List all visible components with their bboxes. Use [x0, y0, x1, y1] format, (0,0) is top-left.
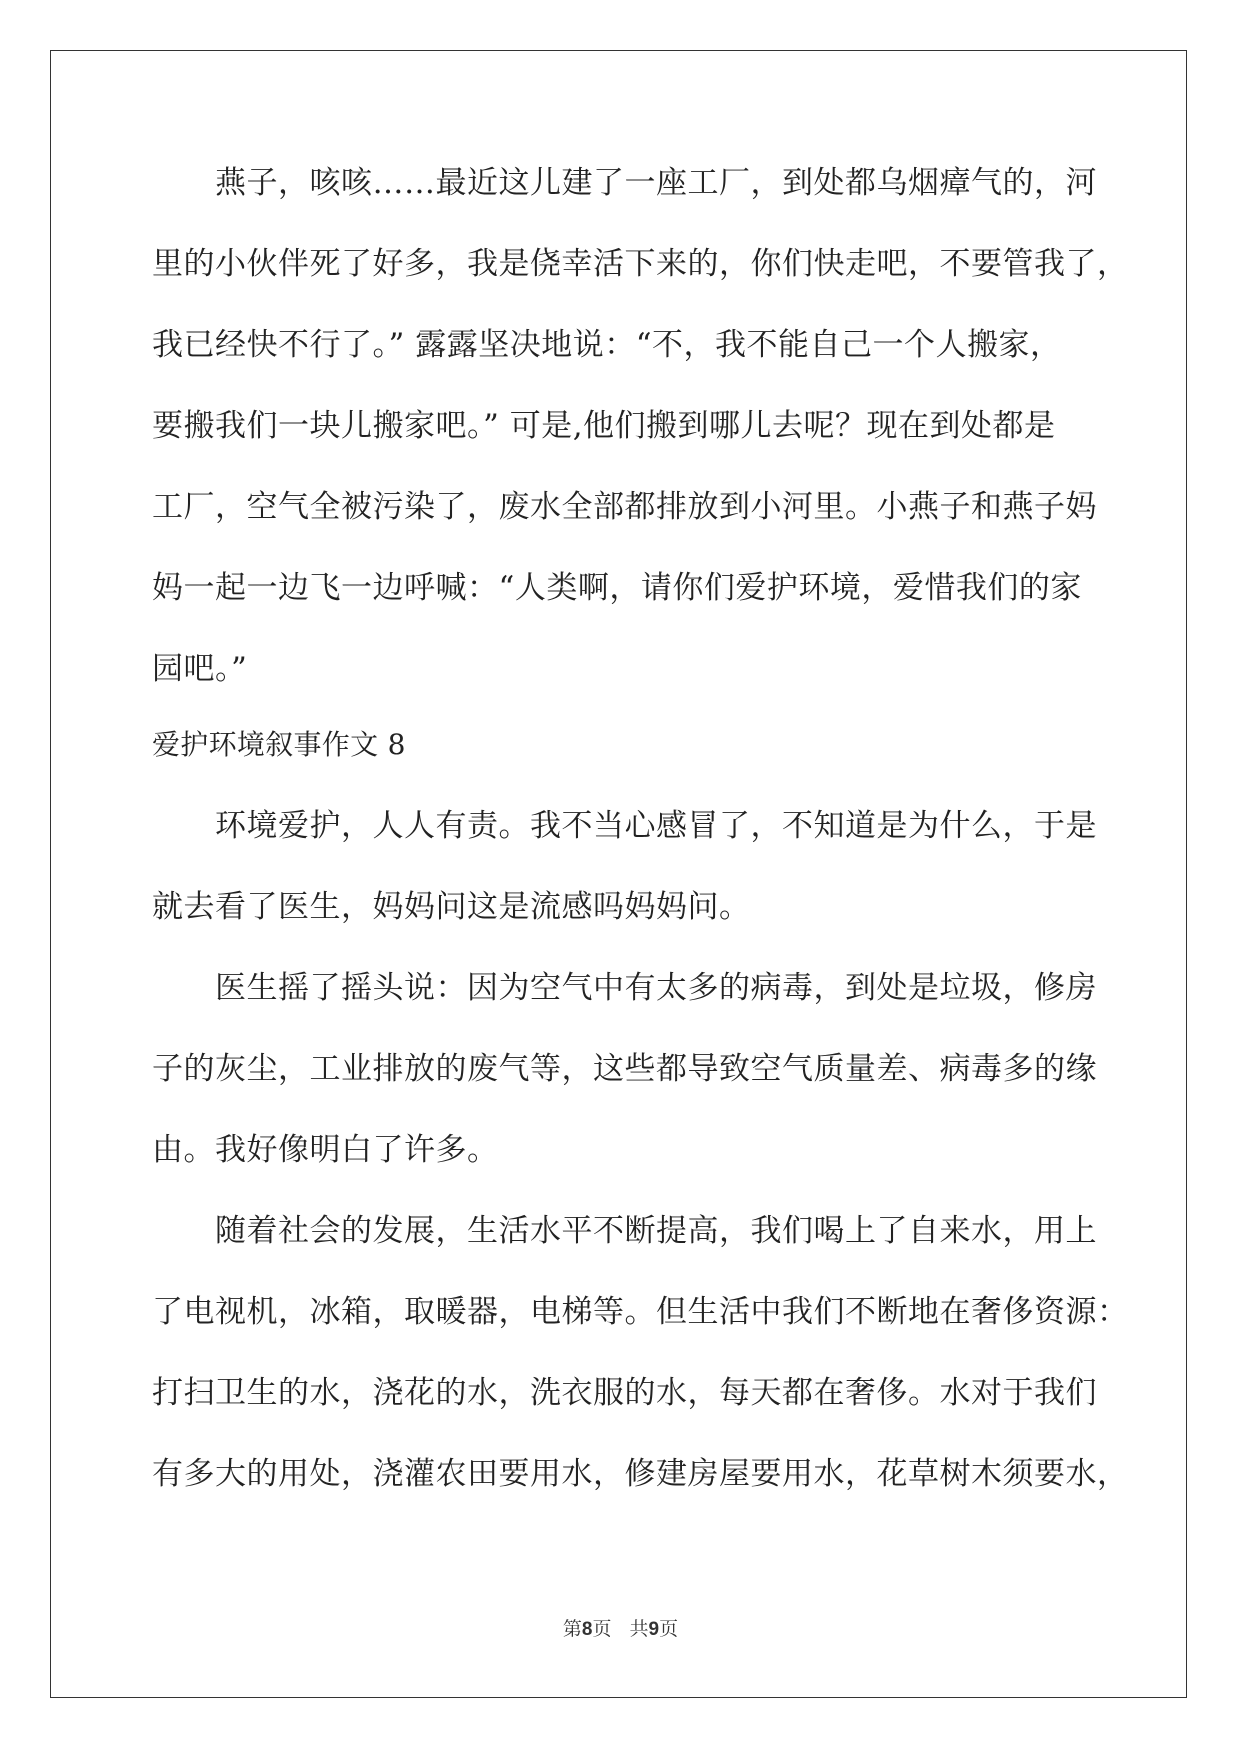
paragraph-line: 妈一起一边飞一边呼喊：“人类啊，请你们爱护环境，爱惜我们的家: [152, 570, 1082, 606]
paragraph-line: 要搬我们一块儿搬家吧。” 可是,他们搬到哪儿去呢？现在到处都是: [152, 408, 1056, 444]
total-suffix: 页: [659, 1618, 679, 1640]
paragraph-line: 园吧。”: [152, 651, 248, 687]
paragraph-line: 子的灰尘，工业排放的废气等，这些都导致空气质量差、病毒多的缘: [152, 1051, 1097, 1087]
paragraph-line: 由。我好像明白了许多。: [152, 1132, 499, 1168]
page-border: [50, 50, 1187, 1698]
page-prefix: 第: [562, 1618, 582, 1640]
total-prefix: 共: [629, 1618, 649, 1640]
current-page-number: 8: [581, 1619, 593, 1640]
paragraph-line: 医生摇了摇头说：因为空气中有太多的病毒，到处是垃圾，修房: [215, 970, 1097, 1006]
total-pages-number: 9: [648, 1619, 660, 1640]
page-footer: [0, 1614, 1241, 1641]
paragraph-line: 就去看了医生，妈妈问这是流感吗妈妈问。: [152, 889, 751, 925]
paragraph-line: 燕子，咳咳……最近这儿建了一座工厂，到处都乌烟瘴气的，河: [215, 165, 1097, 201]
section-heading: 爱护环境叙事作文 8: [152, 728, 406, 761]
paragraph-line: 工厂，空气全被污染了，废水全部都排放到小河里。小燕子和燕子妈: [152, 489, 1097, 525]
paragraph-line: 了电视机，冰箱，取暖器，电梯等。但生活中我们不断地在奢侈资源：: [152, 1294, 1129, 1330]
paragraph-line: 环境爱护，人人有责。我不当心感冒了，不知道是为什么，于是: [215, 808, 1097, 844]
paragraph-line: 打扫卫生的水，浇花的水，洗衣服的水，每天都在奢侈。水对于我们: [152, 1375, 1097, 1411]
paragraph-line: 我已经快不行了。” 露露坚决地说：“不，我不能自己一个人搬家，: [152, 327, 1062, 363]
paragraph-line: 随着社会的发展，生活水平不断提高，我们喝上了自来水，用上: [215, 1213, 1097, 1249]
page-suffix: 页: [592, 1618, 612, 1640]
paragraph-line: 里的小伙伴死了好多，我是侥幸活下来的，你们快走吧，不要管我了，: [152, 246, 1129, 282]
paragraph-line: 有多大的用处，浇灌农田要用水，修建房屋要用水，花草树木须要水，: [152, 1456, 1129, 1492]
